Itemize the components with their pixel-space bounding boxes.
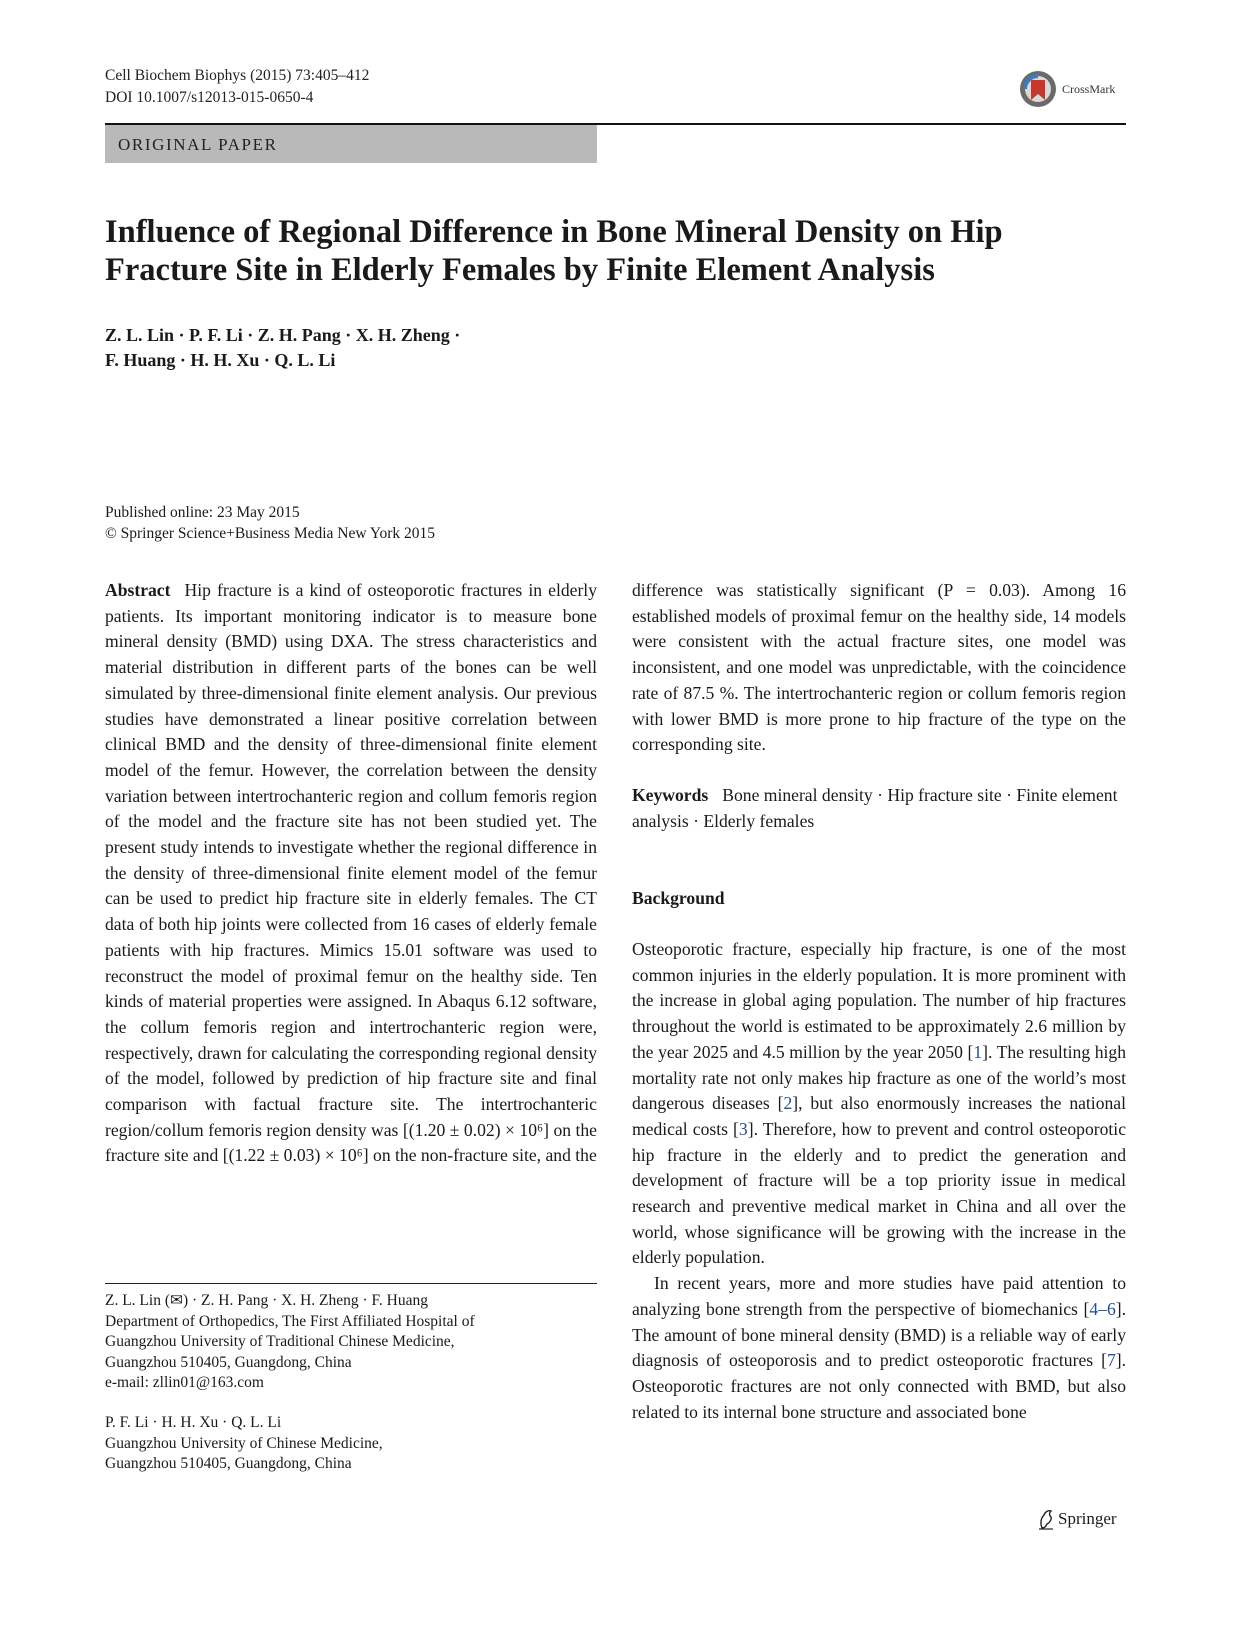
paper-title: Influence of Regional Difference in Bone Mineral Density on Hip Fracture Site in Elderly Females by Finite Element Analysis: [105, 214, 1003, 288]
keywords-text: Bone mineral density · Hip fracture site · Finite element analysis · Elderly females: [632, 784, 1118, 831]
bg-p1-text-d: ]. Therefore, how to prevent and control osteoporotic hip fracture in the elderly and to predict the generation and development of fracture will be a top priority issue in medical research and preventive medical market in China and all over the world, whose significance will be growing with the increase in the elderly population.: [632, 1118, 1127, 1268]
affiliation-1-city: Guangzhou 510405, Guangdong, China: [105, 1353, 352, 1371]
crossmark-badge[interactable]: [1019, 70, 1131, 114]
background-paragraph-1: [632, 937, 1126, 1271]
article-type-label: ORIGINAL PAPER: [118, 135, 278, 154]
abstract-label: Abstract: [105, 580, 171, 600]
crossmark-icon: [1019, 70, 1057, 108]
bg-p2-text-a: In recent years, more and more studies have paid attention to analyzing bone strength from the perspective of biomechanics [: [632, 1273, 1126, 1319]
affiliation-2: [105, 1413, 597, 1475]
affiliation-2-names: P. F. Li · H. H. Xu · Q. L. Li: [105, 1414, 282, 1431]
bg-p1-text-c: ], but also enormously increases the national medical costs [: [632, 1093, 1126, 1139]
abstract-text-left: Hip fracture is a kind of osteoporotic fractures in elderly patients. Its important monitoring indicator is to measure bone mineral density (BMD) using DXA. The stress characteristics and material distribution in different parts of the bones can be well simulated by three-dimensional finite element analysis. Our previous studies have demonstrated a linear positive correlation between clinical BMD and the density of three-dimensional finite element model of the femur. However, the correlation between the density variation between intertrochanteric region and collum femoris region of the model and the fracture site has not been studied yet. The present study intends to investigate whether the regional difference in the density of three-dimensional finite element model of the femur can be used to predict hip fracture site in elderly females. The CT data of both hip joints were collected from 16 cases of elderly female patients with hip fractures. Mimics 15.01 software was used to reconstruct the model of proximal femur on the healthy side. Ten kinds of material properties were assigned. In Abaqus 6.12 software, the collum femoris region and intertrochanteric region were, respectively, drawn for calculating the corresponding regional density of the model, followed by prediction of hip fracture site and final comparison with factual fracture site. The intertrochanteric region/collum femoris region density was [(1.20 ± 0.02) × 10⁶] on the fracture site and [(1.22 ± 0.03) × 10⁶] on the non-fracture site, and the: [105, 580, 597, 1166]
affiliation-1: [105, 1291, 597, 1394]
affiliation-2-univ: Guangzhou University of Chinese Medicine,: [105, 1434, 383, 1452]
background-paragraph-2: [632, 1271, 1126, 1425]
bg-p1-text-b: ]. The resulting high mortality rate not only makes hip fracture as one of the world’s most dangerous diseases [: [632, 1041, 1126, 1114]
email-link[interactable]: e-mail: zllin01@163.com: [105, 1374, 264, 1391]
author-line-1: Z. L. Lin · P. F. Li · Z. H. Pang · X. H. Zheng ·: [105, 325, 461, 345]
keywords-label: Keywords: [632, 784, 709, 805]
article-type-banner: [105, 125, 597, 163]
publication-info: [105, 502, 435, 544]
abstract-continuation: difference was statistically significant (P = 0.03). Among 16 established models of proximal femur on the healthy side, 14 models were consistent with the actual fracture sites, one model was inconsistent, and one model was unpredictable, with the coincidence rate of 87.5 %. The intertrochanteric region or collum femoris region with lower BMD is more prone to hip fracture of the type on the corresponding site.: [632, 580, 1126, 755]
affiliation-1-names: Z. L. Lin (✉) · Z. H. Pang · X. H. Zheng · F. Huang: [105, 1292, 428, 1309]
springer-horse-icon: [1036, 1508, 1056, 1530]
citation-link[interactable]: 1: [973, 1041, 983, 1062]
abstract-paragraph: [105, 578, 597, 1169]
journal-reference: Cell Biochem Biophys (2015) 73:405–412: [105, 67, 370, 84]
affiliation-1-dept: Department of Orthopedics, The First Affiliated Hospital of: [105, 1312, 475, 1330]
springer-label: Springer: [1058, 1509, 1117, 1528]
affiliation-2-city: Guangzhou 510405, Guangdong, China: [105, 1455, 352, 1472]
background-heading: Background: [632, 888, 725, 909]
author-list: [105, 323, 665, 373]
citation-link[interactable]: 4–6: [1089, 1298, 1116, 1319]
bg-p2-text-c: ]. Osteoporotic fractures are not only connected with BMD, but also related to its internal bone structure and associated bone: [632, 1350, 1126, 1422]
citation-link[interactable]: 7: [1106, 1350, 1116, 1371]
citation-link[interactable]: 2: [783, 1093, 793, 1114]
affiliation-1-univ: Guangzhou University of Traditional Chinese Medicine,: [105, 1333, 455, 1350]
footnote-rule: [105, 1283, 597, 1284]
left-column: [105, 578, 597, 1169]
author-line-2: F. Huang · H. H. Xu · Q. L. Li: [105, 350, 336, 370]
crossmark-label: CrossMark: [1062, 82, 1116, 96]
right-column: [632, 578, 1126, 1425]
bg-p1-text-a: Osteoporotic fracture, especially hip fracture, is one of the most common injuries in the elderly population. It is more prominent with the increase in global aging population. The number of hip fractures throughout the world is estimated to be approximately 2.6 million by the year 2025 and 4.5 million by the year 2050 [: [632, 939, 1126, 1062]
doi-link[interactable]: DOI 10.1007/s12013-015-0650-4: [105, 89, 314, 106]
bg-p2-text-b: ]. The amount of bone mineral density (BMD) is a reliable way of early diagnosis of osteoporosis and to predict osteoporotic fractures [: [632, 1298, 1126, 1371]
published-online: Published online: 23 May 2015: [105, 504, 300, 521]
keywords-paragraph: [632, 783, 1126, 834]
citation-link[interactable]: 3: [738, 1118, 748, 1139]
copyright-line: © Springer Science+Business Media New York 2015: [105, 525, 436, 542]
